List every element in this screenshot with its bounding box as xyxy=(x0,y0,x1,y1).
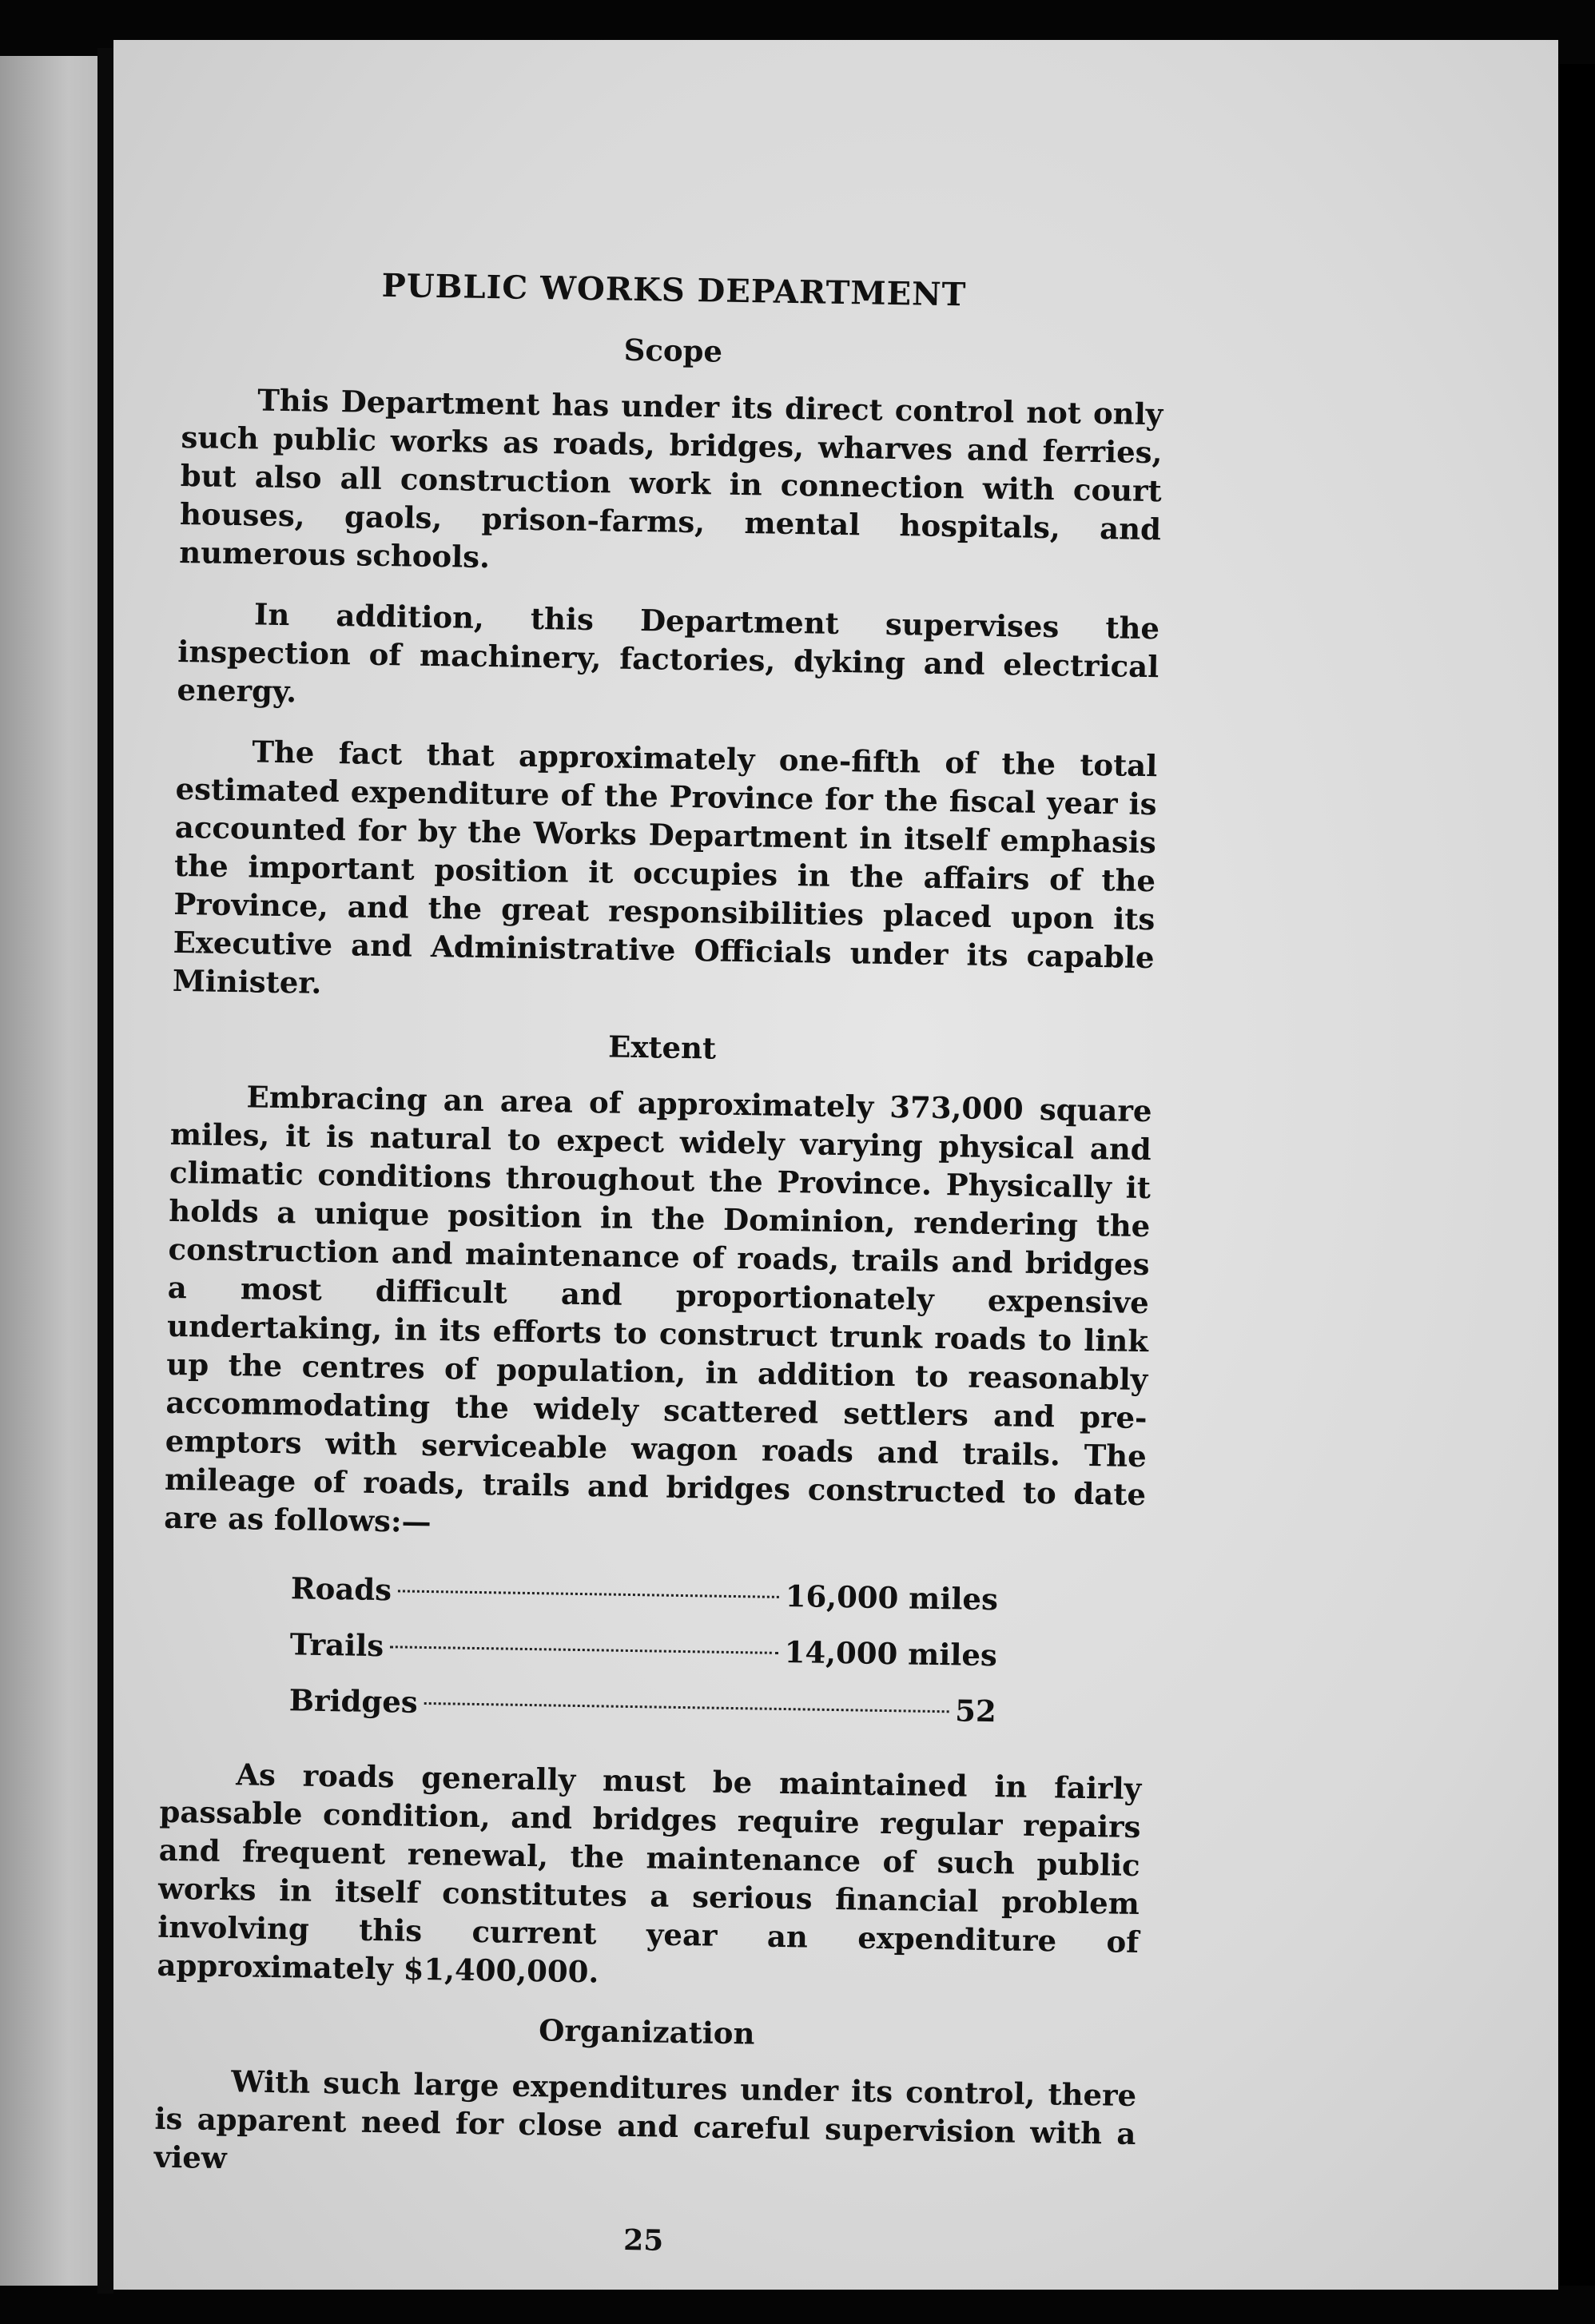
extent-after-paragraph: As roads generally must be maintained in fairly passable condition, and bridges require regular repairs and frequent renewal, the maintenance of such public works in itself constitutes a serious financial problem involving this current year an expenditure of approximately $1,400,000. xyxy=(157,1757,1142,1990)
mileage-row-bridges xyxy=(288,1679,996,1732)
right-background xyxy=(1558,64,1595,2286)
mileage-row-roads xyxy=(291,1567,999,1620)
mileage-label: Roads xyxy=(290,1570,392,1608)
mileage-value: 14,000 miles xyxy=(784,1634,998,1673)
section-heading-scope: Scope xyxy=(623,332,723,369)
left-page-edge xyxy=(0,56,97,2286)
mileage-value: 52 xyxy=(954,1693,997,1729)
scope-paragraph-1: This Department has under its direct control not only such public works as roads, bridges, wharves and ferries, but also all construction work in connection with court houses, gaols, prison-farms, mental hospitals, and numerous schools. xyxy=(178,382,1163,575)
leader-dots xyxy=(390,1646,778,1654)
page-content xyxy=(153,264,1165,2265)
mileage-value: 16,000 miles xyxy=(785,1578,999,1618)
leader-dots xyxy=(424,1702,949,1713)
page-title: PUBLIC WORKS DEPARTMENT xyxy=(381,266,967,314)
organization-paragraph: With such large expenditures under its control, there is apparent need for close and careful supervision with a view xyxy=(153,2063,1137,2176)
mileage-label: Trails xyxy=(289,1626,384,1664)
scope-paragraph-2: In addition, this Department supervises the inspection of machinery, factories, dyking and electrical energy. xyxy=(177,596,1160,710)
mileage-row-trails xyxy=(289,1623,997,1676)
scope-paragraph-3: The fact that approximately one-fifth of the total estimated expenditure of the Province for the fiscal year is accounted for by the Works Department in itself emphasis the important position it occupies in the affairs of the Province, and the great responsibilities placed upon its Executive and Administrative Officials under its capable Minister. xyxy=(172,734,1158,1001)
section-heading-organization: Organization xyxy=(538,2012,755,2051)
page-number: 25 xyxy=(622,2223,664,2258)
mileage-table xyxy=(288,1567,998,1732)
book-gutter xyxy=(97,48,113,2294)
extent-paragraph: Embracing an area of approximately 373,000 square miles, it is natural to expect widely varying physical and climatic conditions throughout the Province. Physically it holds a unique position in the Dominion, rendering the construction and maintenance of roads, trails and bridges a most difficult and proportionately expensive undertaking, in its efforts to construct trunk roads to link up the centres of population, in addition to reasonably accommodating the widely scattered settlers and pre-emptors with serviceable wagon roads and trails. The mileage of roads, trails and bridges constructed to date are as follows:— xyxy=(164,1079,1152,1540)
mileage-label: Bridges xyxy=(288,1682,419,1720)
leader-dots xyxy=(398,1590,779,1598)
section-heading-extent: Extent xyxy=(607,1029,717,1066)
